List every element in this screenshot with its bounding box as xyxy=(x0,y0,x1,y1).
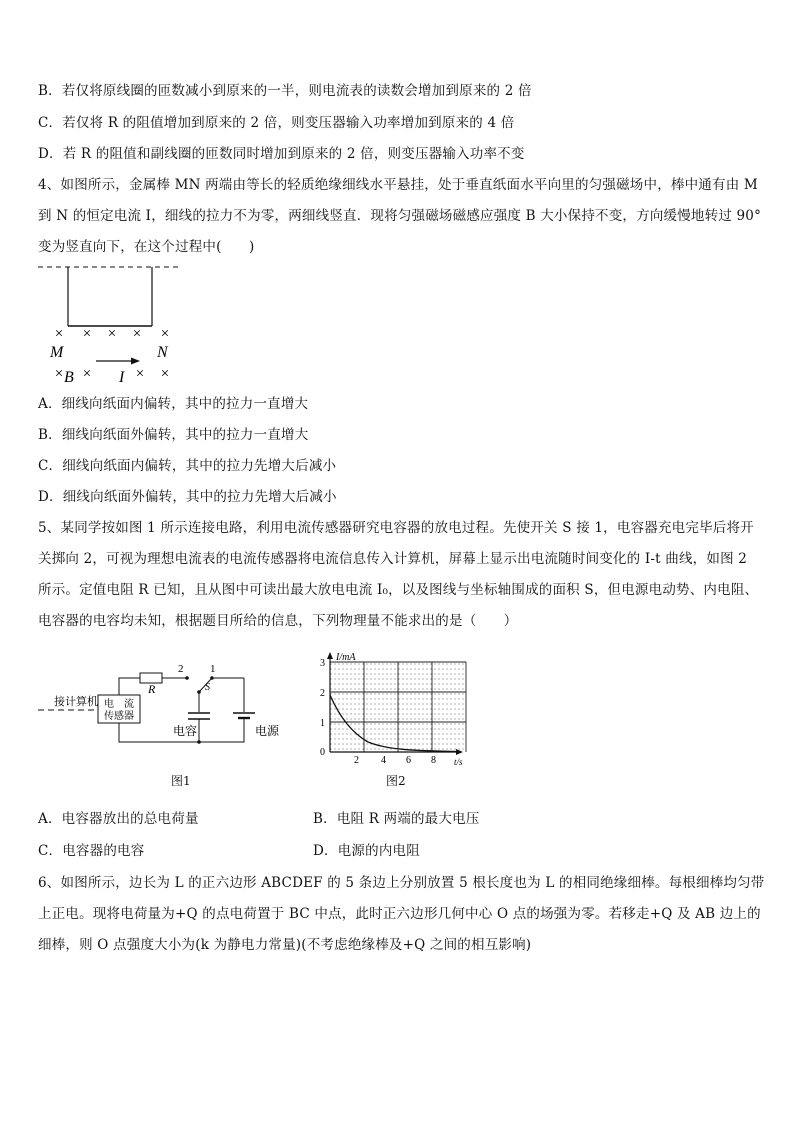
sensor-label-1: 电 流 xyxy=(104,699,134,710)
q6-stem-line-1: 6、如图所示，边长为 L 的正六边形 ABCDEF 的 5 条边上分别放置 5 根长度也为 L 的相同绝缘细棒。每根细棒均匀带 xyxy=(38,875,765,891)
capacitor-label: 电容 xyxy=(173,724,198,738)
circuit-figure xyxy=(34,658,294,753)
sensor-label-2: 传感器 xyxy=(104,711,134,722)
fig1-caption: 图1 xyxy=(171,774,191,788)
q5-option-c: C．电容器的电容 xyxy=(38,843,145,859)
label-m: M xyxy=(50,344,64,361)
q4-option-c: C．细线向纸面内偏转，其中的拉力先增大后减小 xyxy=(38,458,337,474)
q5-stem-line-4: 电容器的电容均未知，根据题目所给的信息，下列物理量不能求出的是（ ） xyxy=(38,613,518,629)
label-b: B xyxy=(64,369,74,386)
switch-label: S xyxy=(205,682,210,693)
terminal-2-label: 2 xyxy=(178,663,184,675)
q4-stem-line-3: 变为竖直向下，在这个过程中( ) xyxy=(38,239,255,255)
q4-figure xyxy=(30,258,190,388)
field-cross: × xyxy=(82,366,92,382)
y-tick-3: 3 xyxy=(320,658,325,669)
q3-option-d: D．若 R 的阻值和副线圈的匝数同时增加到原来的 2 倍，则变压器输入功率不变 xyxy=(38,146,525,162)
field-cross: × xyxy=(54,366,64,382)
field-cross: × xyxy=(160,366,170,382)
q6-stem-line-3: 细棒，则 O 点强度大小为(k 为静电力常量)(不考虑绝缘棒及+Q 之间的相互影响) xyxy=(38,937,532,953)
q5-stem-line-2: 关掷向 2，可视为理想电流表的电流传感器将电流信息传入计算机，屏幕上显示出电流随时间变化的 I-t 曲线，如图 2 xyxy=(38,551,748,567)
current-arrow-head xyxy=(131,358,140,365)
resistor-label: R xyxy=(148,682,156,696)
q6-stem-line-2: 上正电。现将电荷量为+Q 的点电荷置于 BC 中点，此时正六边形几何中心 O 点的场强为零。若移走+Q 及 AB 边上的 xyxy=(38,906,761,922)
q5-option-d: D．电源的内电阻 xyxy=(313,843,420,859)
junction-dot xyxy=(197,740,201,744)
y-tick-2: 2 xyxy=(320,688,325,699)
q4-stem-line-1: 4、如图所示，金属棒 MN 两端由等长的轻质绝缘细线水平悬挂，处于垂直纸面水平向里的匀强磁场中，棒中通有由 M xyxy=(38,177,758,193)
x-tick-2: 2 xyxy=(354,755,359,766)
field-cross: × xyxy=(160,326,170,342)
q4-option-d: D．细线向纸面外偏转，其中的拉力先增大后减小 xyxy=(38,489,337,505)
field-cross: × xyxy=(82,326,92,342)
terminal-1-label: 1 xyxy=(210,663,216,675)
y-tick-0: 0 xyxy=(320,747,325,758)
q4-stem-line-2: 到 N 的恒定电流 I，细线的拉力不为零，两细线竖直．现将匀强磁场磁感应强度 B 大小保持不变，方向缓慢地转过 90° xyxy=(38,208,762,224)
y-tick-1: 1 xyxy=(320,718,325,729)
q3-option-b: B．若仅将原线圈的匝数减小到原来的一半，则电流表的读数会增加到原来的 2 倍 xyxy=(38,83,532,99)
source-label: 电源 xyxy=(255,724,280,738)
x-tick-4: 4 xyxy=(381,755,386,766)
y-axis-arrow xyxy=(327,652,333,659)
q5-option-b: B．电阻 R 两端的最大电压 xyxy=(313,811,480,827)
q5-stem-line-1: 5、某同学按如图 1 所示连接电路，利用电流传感器研究电容器的放电过程。先使开关 S 接 1，电容器充电完毕后将开 xyxy=(38,520,754,536)
q3-option-c: C．若仅将 R 的阻值增加到原来的 2 倍，则变压器输入功率增加到原来的 4 倍 xyxy=(38,115,515,131)
x-axis-label: t/s xyxy=(454,757,463,766)
fig2-caption: 图2 xyxy=(386,774,406,788)
terminal-2 xyxy=(185,676,189,680)
q4-option-b: B．细线向纸面外偏转，其中的拉力一直增大 xyxy=(38,427,309,443)
field-cross: × xyxy=(54,326,64,342)
field-cross: × xyxy=(132,326,142,342)
field-cross: × xyxy=(135,366,145,382)
it-graph xyxy=(310,648,470,766)
q5-option-a: A．电容器放出的总电荷量 xyxy=(38,811,199,827)
label-n: N xyxy=(157,344,168,361)
field-cross: × xyxy=(107,326,117,342)
wire-to-resistor xyxy=(119,678,140,695)
y-axis-label: I/mA xyxy=(336,652,356,663)
x-tick-8: 8 xyxy=(431,755,436,766)
x-tick-6: 6 xyxy=(406,755,411,766)
q4-option-a: A．细线向纸面内偏转，其中的拉力一直增大 xyxy=(38,396,309,412)
computer-label: 接计算机 xyxy=(54,696,98,708)
label-i: I xyxy=(119,369,125,386)
q5-stem-line-3: 所示。定值电阻 R 已知，且从图中可读出最大放电电流 I₀，以及图线与坐标轴围成的面积 S，但电源电动势、内电阻、 xyxy=(38,582,759,598)
